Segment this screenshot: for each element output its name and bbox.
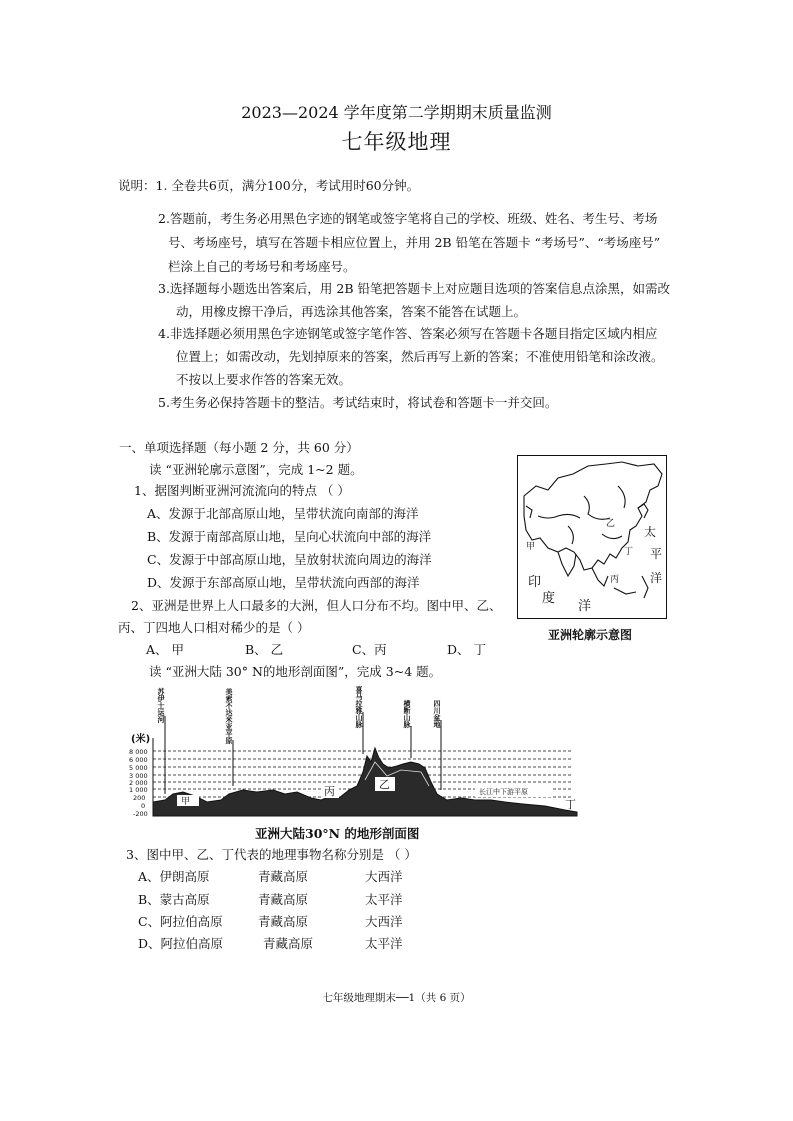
profile-label-jia: 甲 [181,797,191,807]
map-label-ding: 丁 [624,547,634,557]
note-line: 不按以上要求作答的答案无效。 [176,372,352,387]
map-label-yi: 乙 [606,519,616,529]
terrain-profile-chart [125,682,580,822]
ytick-5000: 5 000 [129,764,148,772]
profile-top-mesopotamia: 美索不达米亚平原 [225,688,233,744]
note-line: 动，用橡皮擦干净后，再选涂其他答案，答案不能答在试题上。 [176,304,527,319]
note-line: 3.选择题每小题选出答案后，用 2B 铅笔把答题卡上对应题目选项的答案信息点涂黑，如需改 [158,281,671,296]
map-label-bing: 丙 [610,575,620,585]
ytick-200: 200 [133,794,146,802]
question-3-stem: 3、图中甲、乙、丁代表的地理事物名称分别是 （ ） [126,847,417,862]
profile-label-yi: 乙 [379,778,390,791]
ytick-1000: 1 000 [129,786,148,794]
question-2-stem-cont: 丙、丁四地人口相对稀少的是（ ） [118,620,310,635]
q2-option-c[interactable]: C、丙 [352,642,387,657]
note-line: 4.非选择题必须用黑色字迹钢笔或签字笔作答、答案必须写在答题卡各题目指定区域内相应 [158,326,658,341]
profile-label-plain: 长江中下游平原 [479,788,528,796]
profile-top-sichuan: 四川盆地 [433,700,441,728]
q1-option-a[interactable]: A、发源于北部高原山地，呈带状流向南部的海洋 [147,506,419,521]
ytick-neg200: -200 [133,810,148,818]
q2-option-d[interactable]: D、 丁 [447,642,486,657]
section-heading: 一、单项选择题（每小题 2 分，共 60 分） [119,440,359,455]
ytick-0: 0 [141,802,146,810]
q1-option-d[interactable]: D、发源于东部高原山地，呈带状流向西部的海洋 [147,575,420,590]
question-1-stem: 1、据图判断亚洲河流流向的特点 （ ） [134,483,350,498]
exam-header: 2023—2024 学年度第二学期期末质量监测 [241,103,552,122]
note-line: 位置上；如需改动，先划掉原来的答案，然后再写上新的答案；不准使用铅笔和涂改液。 [176,349,664,364]
q2-option-a[interactable]: A、 甲 [146,642,185,657]
q3-d-col3: 太平洋 [365,936,403,951]
note-line: 2.答题前，考生务必用黑色字迹的钢笔或签字笔将自己的学校、班级、姓名、考生号、考场 [158,211,658,226]
note-line: 栏涂上自己的考场号和考场座号。 [168,259,356,274]
map-label-yang1: 洋 [650,571,663,585]
note-line: 5.考生务必保持答题卡的整洁。考试结束时，将试卷和答题卡一并交回。 [158,395,558,410]
profile-label-bing: 丙 [324,785,335,798]
profile-caption: 亚洲大陆30°N 的地形剖面图 [255,826,420,841]
note-line: 号、考场座号，填写在答题卡相应位置上，并用 2B 铅笔在答题卡 “考场号”、“考场座号” [168,235,661,250]
profile-top-himalaya: 喜马拉雅山脉 [355,686,363,728]
map-label-yin: 印 [528,575,542,590]
ytick-6000: 6 000 [129,756,148,764]
page-title: 七年级地理 [341,130,452,154]
q3-d-col2: 青藏高原 [263,936,314,951]
ytick-8000: 8 000 [129,748,148,756]
q3-a-col1: A、伊朗高原 [138,869,210,884]
map-caption: 亚洲轮廓示意图 [548,628,633,642]
q3-b-col1: B、蒙古高原 [138,892,210,907]
question-intro: 读 “亚洲大陆 30° N的地形剖面图”，完成 3~4 题。 [149,664,442,679]
map-label-tai: 太 [644,525,657,539]
profile-top-suez: 苏伊士运河 [157,688,165,723]
map-label-ping: 平 [650,547,663,561]
page-footer: 七年级地理期末──1（共 6 页） [322,992,471,1004]
q3-c-col2: 青藏高原 [258,914,309,929]
q1-option-b[interactable]: B、发源于南部高原山地，呈向心状流向中部的海洋 [147,529,432,544]
q3-d-col1: D、阿拉伯高原 [138,936,224,951]
profile-top-hengduan: 横断山脉 [403,700,411,728]
note-line: 说明：1. 全卷共6页，满分100分，考试用时60分钟。 [118,178,420,193]
q1-option-c[interactable]: C、发源于中部高原山地，呈放射状流向周边的海洋 [147,552,432,567]
asia-map-drawing [518,456,666,618]
q3-c-col3: 大西洋 [365,914,403,929]
profile-unit: (米) [131,734,151,745]
q3-a-col2: 青藏高原 [258,869,309,884]
map-label-jia: 甲 [526,542,536,552]
q3-c-col1: C、阿拉伯高原 [138,914,223,929]
q2-option-b[interactable]: B、 乙 [245,642,284,657]
question-intro: 读 “亚洲轮廓示意图”，完成 1~2 题。 [149,462,363,477]
asia-outline-map [517,455,667,619]
q3-a-col3: 大西洋 [365,869,403,884]
ytick-2000: 2 000 [129,779,148,787]
profile-label-ding: 丁 [565,798,576,811]
ytick-3000: 3 000 [129,772,148,780]
q3-b-col3: 太平洋 [365,892,403,907]
question-2-stem: 2、亚洲是世界上人口最多的大洲，但人口分布不均。图中甲、乙、 [131,598,502,613]
map-label-yang2: 洋 [578,599,592,614]
q3-b-col2: 青藏高原 [258,892,309,907]
map-label-du: 度 [542,591,556,606]
